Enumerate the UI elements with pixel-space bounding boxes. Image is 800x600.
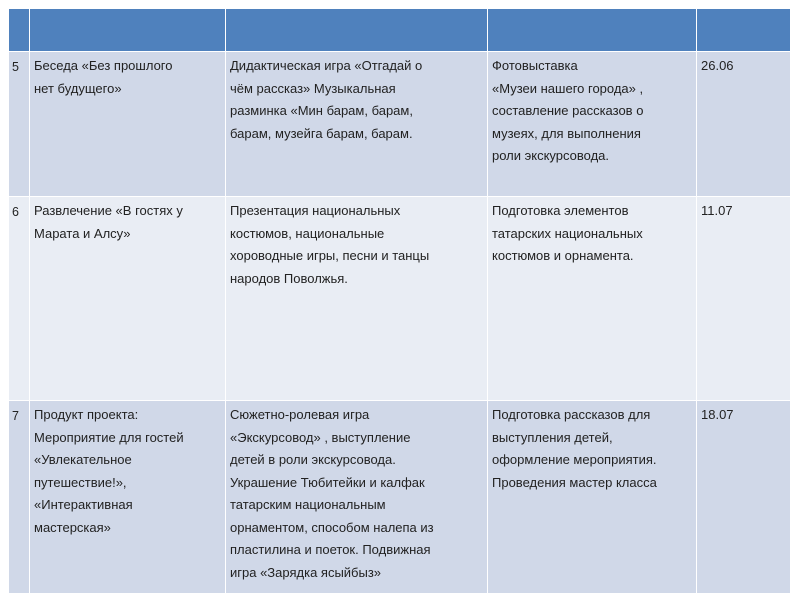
event-text-line: «Увлекательное [34,452,132,467]
table-row [9,197,791,401]
event-text-line: путешествие!», [34,474,127,490]
task-text-line: выступления детей, [492,429,613,445]
task-text-line: костюмов и орнамента. [492,248,634,263]
activity-text-line: орнаментом, способом налепа из [230,519,434,535]
row-number: 5 [9,52,30,197]
activity-text-line: игра «Зарядка ясыйбыз» [230,564,382,580]
task-cell [488,52,697,197]
event-cell [30,197,226,401]
event-text-line: Беседа «Без прошлого [34,58,173,73]
project-plan-table [8,8,791,594]
activity-cell [226,52,488,197]
header-cell-date [697,9,791,52]
activity-text-line: костюмов, национальные [230,225,385,241]
event-text-line: нет будущего» [34,80,122,96]
header-cell-activity [226,9,488,52]
activity-text-line: разминка «Мин барам, барам, [230,103,413,118]
activity-text-line: «Экскурсовод» , выступление [230,429,411,445]
event-text-line: Марата и Алсу» [34,225,131,241]
table-header-row [9,9,791,52]
task-text-line: татарских национальных [492,225,643,241]
task-cell [488,197,697,401]
task-text-line: Фотовыставка [492,58,578,73]
task-text-line: Проведения мастер класса [492,474,657,490]
header-cell-event [30,9,226,52]
event-cell [30,52,226,197]
activity-text-line: Дидактическая игра «Отгадай о [230,58,423,73]
task-text-line: составление рассказов о [492,103,644,118]
row-number: 6 [9,197,30,401]
task-text-line: Подготовка рассказов для [492,407,651,422]
activity-text-line: пластилина и поеток. Подвижная [230,542,431,557]
activity-cell [226,197,488,401]
header-cell-task [488,9,697,52]
activity-text-line: Украшение Тюбитейки и калфак [230,474,425,490]
date-cell: 18.07 [697,401,791,594]
task-text-line: Подготовка элементов [492,203,629,218]
task-text-line: оформление мероприятия. [492,452,657,467]
activity-text-line: хороводные игры, песни и танцы [230,248,430,263]
event-text-line: Развлечение «В гостях у [34,203,183,218]
plan-table-container [8,8,790,592]
event-text-line: Мероприятие для гостей [34,429,184,445]
header-cell-num [9,9,30,52]
activity-text-line: барам, музейга барам, барам. [230,125,413,141]
activity-text-line: народов Поволжья. [230,270,348,286]
table-row [9,401,791,594]
date-cell: 11.07 [697,197,791,401]
activity-text-line: детей в роли экскурсовода. [230,452,396,467]
event-text-line: «Интерактивная [34,497,133,512]
activity-text-line: Презентация национальных [230,203,401,218]
activity-text-line: чём рассказ» Музыкальная [230,80,396,96]
event-text-line: мастерская» [34,519,111,535]
activity-text-line: татарским национальным [230,497,386,512]
date-cell: 26.06 [697,52,791,197]
activity-text-line: Сюжетно-ролевая игра [230,407,370,422]
row-number: 7 [9,401,30,594]
activity-cell [226,401,488,594]
event-text-line: Продукт проекта: [34,407,139,422]
table-row [9,52,791,197]
task-text-line: музеях, для выполнения [492,125,641,141]
task-text-line: «Музеи нашего города» , [492,80,644,96]
task-text-line: роли экскурсовода. [492,148,610,163]
event-cell [30,401,226,594]
task-cell [488,401,697,594]
